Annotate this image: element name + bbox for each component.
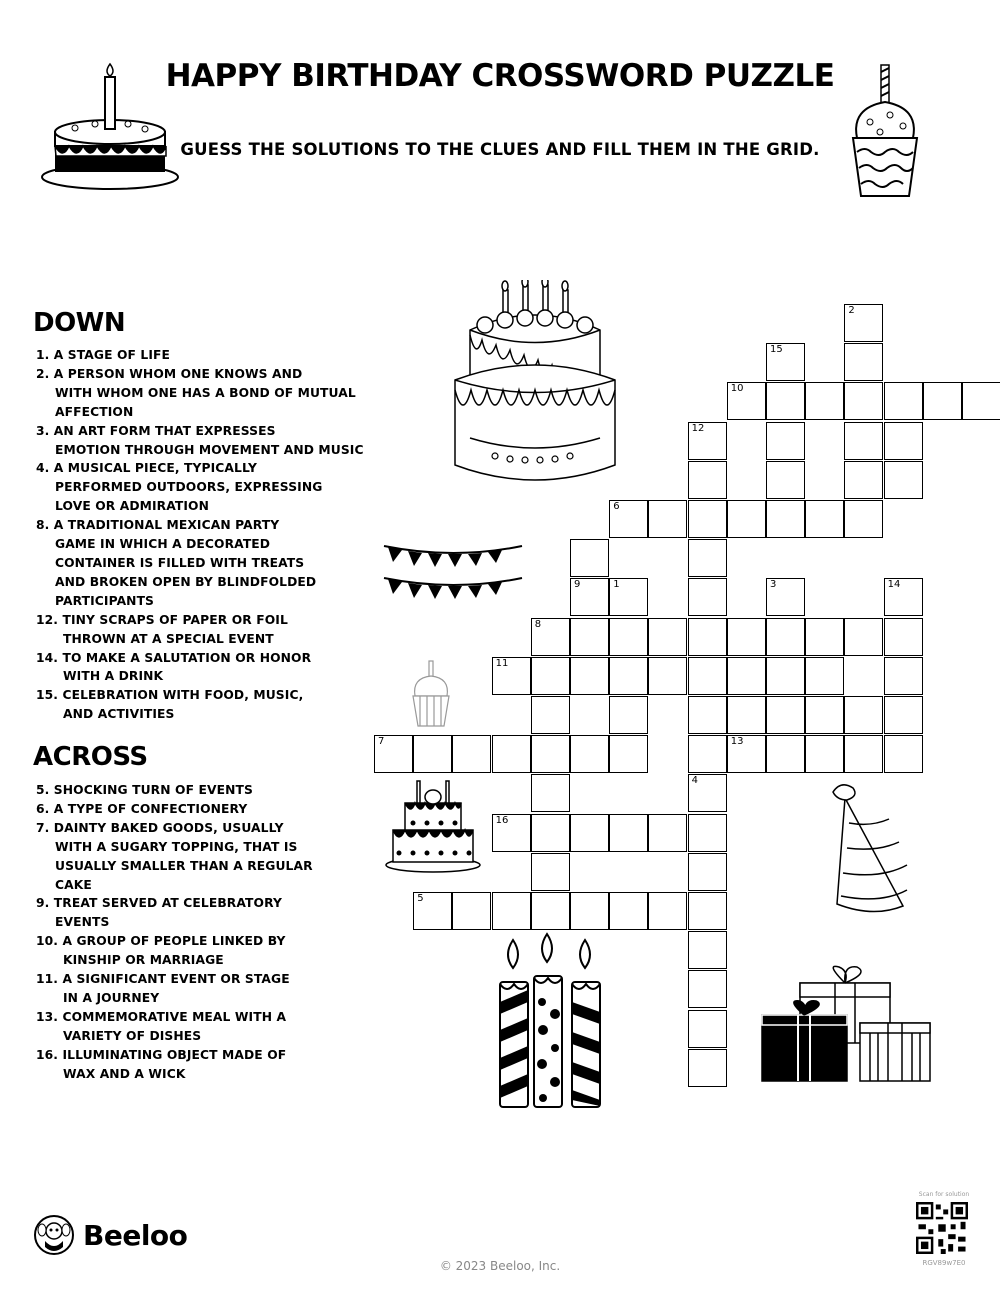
grid-cell[interactable] (609, 735, 648, 773)
across-clue (36, 1046, 336, 1084)
clue-line: 10. A GROUP OF PEOPLE LINKED BY (36, 934, 286, 949)
clue-line: VARIETY OF DISHES (63, 1028, 202, 1043)
across-clue (36, 819, 336, 895)
clue-number: 15 (770, 344, 783, 356)
clue-line: AND BROKEN OPEN BY BLINDFOLDED (55, 574, 317, 589)
party-hat-illustration (825, 778, 915, 918)
page-title: HAPPY BIRTHDAY CROSSWORD PUZZLE (165, 58, 835, 94)
clue-number: 14 (887, 579, 901, 591)
clue-number: 9 (574, 579, 581, 591)
grid-cell[interactable] (688, 618, 727, 656)
grid-cell[interactable] (688, 539, 727, 577)
clue-line: 6. A TYPE OF CONFECTIONERY (36, 801, 248, 816)
clue-line: 14. TO MAKE A SALUTATION OR HONOR (36, 650, 312, 665)
grid-cell[interactable] (609, 578, 648, 616)
across-clue (36, 932, 336, 970)
grid-cell[interactable] (688, 422, 727, 460)
grid-cell[interactable] (844, 696, 883, 734)
clue-line: 5. SHOCKING TURN OF EVENTS (36, 783, 253, 797)
clue-line: 11. A SIGNIFICANT EVENT OR STAGE (36, 972, 290, 987)
grid-cell[interactable] (805, 696, 844, 734)
clue-number: 3 (770, 579, 777, 591)
clue-line: 4. A MUSICAL PIECE, TYPICALLY (36, 461, 257, 476)
clue-number: 8 (534, 618, 542, 630)
grid-cell[interactable] (648, 657, 687, 695)
clue-line: WITH A DRINK (63, 669, 164, 684)
grid-cell[interactable] (648, 500, 687, 538)
clue-number: 7 (378, 736, 385, 748)
clue-line: 2. A PERSON WHOM ONE KNOWS AND (36, 366, 303, 381)
grid-cell[interactable] (805, 735, 844, 773)
brand-name: Beeloo (83, 1218, 188, 1252)
grid-cell[interactable] (531, 892, 570, 930)
grid-cell[interactable] (609, 814, 648, 852)
grid-cell[interactable] (609, 618, 648, 656)
qr-code-icon[interactable] (916, 1202, 968, 1254)
grid-cell[interactable] (688, 892, 727, 930)
grid-cell[interactable] (766, 343, 805, 381)
clue-line: WITH A SUGARY TOPPING, THAT IS (55, 839, 298, 854)
grid-cell[interactable] (570, 657, 609, 695)
across-heading: ACROSS (33, 742, 148, 772)
clue-number: 16 (495, 814, 509, 826)
grid-cell[interactable] (688, 1049, 727, 1087)
grid-cell[interactable] (727, 618, 766, 656)
grid-cell[interactable] (492, 657, 531, 695)
clue-number: 4 (691, 775, 698, 787)
grid-cell[interactable] (844, 618, 883, 656)
grid-cell[interactable] (766, 500, 805, 538)
grid-cell[interactable] (452, 735, 491, 773)
grid-cell[interactable] (570, 618, 609, 656)
clue-line: WITH WHOM ONE HAS A BOND OF MUTUAL (55, 385, 356, 400)
clue-line: AFFECTION (55, 404, 134, 419)
clue-line: KINSHIP OR MARRIAGE (63, 953, 224, 968)
grid-cell[interactable] (923, 382, 962, 420)
tiered-cake-illustration (450, 280, 620, 485)
grid-cell[interactable] (688, 814, 727, 852)
grid-cell[interactable] (531, 696, 570, 734)
grid-cell[interactable] (570, 578, 609, 616)
grid-cell[interactable] (844, 422, 883, 460)
clue-number: 6 (613, 501, 620, 512)
down-heading: DOWN (33, 308, 126, 338)
grid-cell[interactable] (609, 892, 648, 930)
candles-illustration (495, 932, 607, 1112)
grid-cell[interactable] (688, 1010, 727, 1048)
down-clues-list (36, 346, 364, 724)
clue-line: THROWN AT A SPECIAL EVENT (63, 631, 274, 646)
down-clue (36, 686, 336, 724)
grid-cell[interactable] (570, 735, 609, 773)
grid-cell[interactable] (570, 892, 609, 930)
clue-line: 7. DAINTY BAKED GOODS, USUALLY (36, 820, 284, 835)
grid-cell[interactable] (648, 814, 687, 852)
grid-cell[interactable] (805, 657, 844, 695)
grid-cell[interactable] (531, 774, 570, 812)
clue-line: CAKE (55, 877, 92, 892)
grid-cell[interactable] (413, 892, 452, 930)
clue-line: LOVE OR ADMIRATION (55, 499, 209, 514)
grid-cell[interactable] (884, 735, 923, 773)
across-clue (36, 781, 336, 800)
grid-cell[interactable] (727, 657, 766, 695)
grid-cell[interactable] (844, 735, 883, 773)
clue-line: USUALLY SMALLER THAN A REGULAR (55, 858, 313, 873)
grid-cell[interactable] (492, 892, 531, 930)
bee-icon (33, 1214, 75, 1256)
grid-cell[interactable] (884, 696, 923, 734)
grid-cell[interactable] (844, 304, 883, 342)
grid-cell[interactable] (844, 461, 883, 499)
strawberry-cake-illustration (383, 775, 483, 875)
clue-line: 15. CELEBRATION WITH FOOD, MUSIC, (36, 688, 304, 703)
clue-number: 13 (730, 736, 744, 748)
birthday-cake-illustration (40, 62, 180, 197)
cupcake-illustration (845, 60, 925, 200)
grid-cell[interactable] (766, 735, 805, 773)
instructions: GUESS THE SOLUTIONS TO THE CLUES AND FILL THEM IN THE GRID. (180, 140, 820, 159)
grid-cell[interactable] (609, 657, 648, 695)
grid-cell[interactable] (688, 853, 727, 891)
grid-cell[interactable] (844, 343, 883, 381)
grid-cell[interactable] (844, 382, 883, 420)
grid-cell[interactable] (570, 814, 609, 852)
small-cupcake-illustration (410, 656, 452, 728)
down-clue (36, 611, 336, 649)
clue-line: 16. ILLUMINATING OBJECT MADE OF (36, 1047, 287, 1062)
down-clue (36, 516, 336, 611)
grid-cell[interactable] (727, 382, 766, 420)
grid-cell[interactable] (962, 382, 1000, 420)
down-clue (36, 459, 336, 516)
grid-cell[interactable] (688, 931, 727, 969)
clue-line: EMOTION THROUGH MOVEMENT AND MUSIC (55, 442, 364, 457)
clue-line: 8. A TRADITIONAL MEXICAN PARTY (36, 518, 280, 533)
clue-number: 1 (613, 579, 620, 591)
clue-line: 13. COMMEMORATIVE MEAL WITH A (36, 1009, 287, 1024)
grid-cell[interactable] (727, 735, 766, 773)
grid-cell[interactable] (727, 696, 766, 734)
bunting-illustration (382, 538, 524, 610)
clue-number: 5 (417, 893, 424, 904)
gift-boxes-illustration (760, 965, 932, 1083)
clue-line: WAX AND A WICK (63, 1066, 186, 1081)
grid-cell[interactable] (884, 461, 923, 499)
grid-cell[interactable] (766, 578, 805, 616)
copyright-notice: © 2023 Beeloo, Inc. (439, 1259, 561, 1273)
grid-cell[interactable] (884, 578, 923, 616)
grid-cell[interactable] (531, 657, 570, 695)
grid-cell[interactable] (688, 696, 727, 734)
grid-cell[interactable] (492, 735, 531, 773)
grid-cell[interactable] (531, 618, 570, 656)
grid-cell[interactable] (688, 500, 727, 538)
grid-cell[interactable] (805, 382, 844, 420)
grid-cell[interactable] (531, 853, 570, 891)
across-clue (36, 894, 336, 932)
across-clue (36, 970, 336, 1008)
clue-line: 12. TINY SCRAPS OF PAPER OR FOIL (36, 612, 288, 627)
grid-cell[interactable] (688, 578, 727, 616)
down-clue (36, 346, 336, 365)
clue-number: 2 (848, 305, 855, 316)
grid-cell[interactable] (884, 382, 923, 420)
clue-number: 12 (691, 422, 705, 434)
clue-line: IN A JOURNEY (63, 990, 160, 1005)
grid-cell[interactable] (609, 696, 648, 734)
grid-cell[interactable] (531, 735, 570, 773)
grid-cell[interactable] (805, 618, 844, 656)
grid-cell[interactable] (688, 970, 727, 1008)
qr-code-id: RGV89w7E0 (922, 1259, 966, 1267)
grid-cell[interactable] (374, 735, 413, 773)
clue-number: 10 (730, 383, 744, 395)
clue-line: AND ACTIVITIES (63, 707, 175, 722)
grid-cell[interactable] (844, 500, 883, 538)
clue-line: 9. TREAT SERVED AT CELEBRATORY (36, 896, 282, 911)
grid-cell[interactable] (688, 774, 727, 812)
grid-cell[interactable] (766, 461, 805, 499)
grid-cell[interactable] (688, 461, 727, 499)
grid-cell[interactable] (766, 618, 805, 656)
across-clue (36, 1008, 336, 1046)
grid-cell[interactable] (452, 892, 491, 930)
clue-line: PARTICIPANTS (55, 593, 155, 608)
grid-cell[interactable] (884, 618, 923, 656)
grid-cell[interactable] (688, 735, 727, 773)
down-clue (36, 365, 356, 422)
across-clues-list (36, 781, 336, 1084)
beeloo-logo (33, 1214, 187, 1256)
grid-cell[interactable] (648, 618, 687, 656)
clue-line: EVENTS (55, 915, 110, 930)
qr-label: Scan for solution (918, 1191, 970, 1198)
grid-cell[interactable] (766, 422, 805, 460)
grid-cell[interactable] (648, 892, 687, 930)
grid-cell[interactable] (492, 814, 531, 852)
down-clue (36, 422, 364, 460)
grid-cell[interactable] (766, 382, 805, 420)
grid-cell[interactable] (609, 500, 648, 538)
down-clue (36, 649, 336, 687)
grid-cell[interactable] (805, 500, 844, 538)
grid-cell[interactable] (688, 657, 727, 695)
grid-cell[interactable] (884, 422, 923, 460)
grid-cell[interactable] (884, 657, 923, 695)
clue-line: 1. A STAGE OF LIFE (36, 348, 171, 362)
clue-line: 3. AN ART FORM THAT EXPRESSES (36, 423, 276, 438)
clue-line: CONTAINER IS FILLED WITH TREATS (55, 555, 305, 570)
grid-cell[interactable] (766, 657, 805, 695)
grid-cell[interactable] (413, 735, 452, 773)
across-clue (36, 800, 336, 819)
grid-cell[interactable] (531, 814, 570, 852)
grid-cell[interactable] (727, 500, 766, 538)
grid-cell[interactable] (766, 696, 805, 734)
grid-cell[interactable] (570, 539, 609, 577)
clue-line: PERFORMED OUTDOORS, EXPRESSING (55, 480, 323, 495)
clue-number: 11 (495, 657, 509, 669)
clue-line: GAME IN WHICH A DECORATED (55, 537, 271, 552)
